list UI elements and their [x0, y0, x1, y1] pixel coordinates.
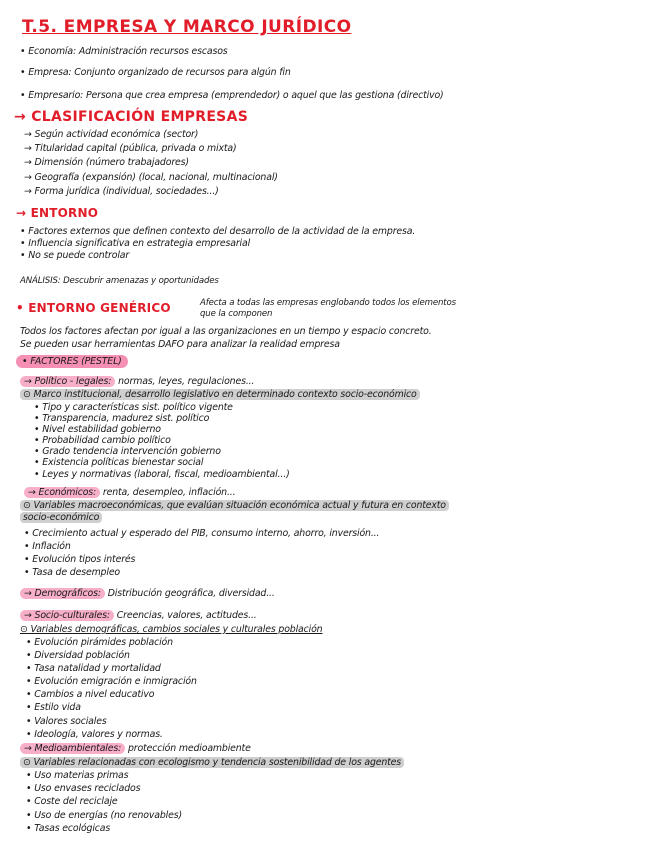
- medioambiental-label: → Medioambientales:: [20, 743, 125, 754]
- politico-marco: [20, 389, 420, 401]
- medioambiental-text: protección medioambiente: [127, 743, 251, 754]
- list-item: → Geografía (expansión) (local, nacional, multinacional): [24, 172, 278, 183]
- factores-label: • FACTORES (PESTEL): [16, 355, 128, 368]
- list-item: • Crecimiento actual y esperado del PIB, consumo interno, ahorro, inversión...: [24, 528, 380, 539]
- side-note: que la componen: [200, 309, 273, 319]
- side-note: Afecta a todas las empresas englobando todos los elementos: [200, 298, 456, 308]
- section-heading-generico: • ENTORNO GENÉRICO: [16, 301, 171, 315]
- socio-line: [20, 610, 257, 622]
- section-heading-entorno: → ENTORNO: [16, 206, 99, 220]
- list-item: • Cambios a nivel educativo: [26, 689, 155, 700]
- economico-text: renta, desempleo, inflación...: [102, 487, 236, 498]
- list-item: • Coste del reciclaje: [26, 796, 118, 807]
- section-heading-clasificacion: → CLASIFICACIÓN EMPRESAS: [14, 109, 249, 125]
- economico-variables: [20, 512, 102, 524]
- list-item: • Factores externos que definen contexto del desarrollo de la actividad de la empresa.: [20, 226, 416, 237]
- factores-heading: [16, 356, 128, 368]
- politico-line: [20, 376, 254, 388]
- intro-line: • Empresa: Conjunto organizado de recursos para algún fin: [20, 67, 291, 78]
- list-item: • Evolución emigración e inmigración: [26, 676, 197, 687]
- variables-text: ⊙ Variables demográficas, cambios sociales y culturales población: [20, 624, 323, 635]
- list-item: • Estilo vida: [26, 702, 81, 713]
- socio-variables: [20, 624, 322, 636]
- list-item: • Nivel estabilidad gobierno: [34, 424, 161, 435]
- socio-text: Creencias, valores, actitudes...: [116, 610, 257, 621]
- list-item: • Uso materias primas: [26, 770, 129, 781]
- list-item: • Evolución pirámides población: [26, 637, 173, 648]
- intro-line: • Economía: Administración recursos escasos: [20, 46, 228, 57]
- list-item: • Existencia políticas bienestar social: [34, 457, 204, 468]
- list-item: • Uso de energías (no renovables): [26, 810, 182, 821]
- list-item: • Tasa de desempleo: [24, 567, 121, 578]
- list-item: • Transparencia, madurez sist. político: [34, 413, 210, 424]
- list-item: • Grado tendencia intervención gobierno: [34, 446, 221, 457]
- list-item: • No se puede controlar: [20, 250, 130, 261]
- variables-text: socio-económico: [20, 512, 102, 523]
- list-item: • Inflación: [24, 541, 71, 552]
- marco-text: ⊙ Marco institucional, desarrollo legislativo en determinado contexto socio-económico: [20, 389, 420, 400]
- intro-line: • Empresario: Persona que crea empresa (emprendedor) o aquel que las gestiona (directivo): [20, 90, 444, 101]
- list-item: • Uso envases reciclados: [26, 783, 141, 794]
- economico-line: [24, 487, 235, 499]
- demografico-text: Distribución geográfica, diversidad...: [107, 588, 275, 599]
- list-item: • Tasa natalidad y mortalidad: [26, 663, 161, 674]
- medioambiental-line: [20, 743, 251, 755]
- list-item: • Valores sociales: [26, 716, 107, 727]
- text-line: Se pueden usar herramientas DAFO para analizar la realidad empresa: [20, 339, 340, 350]
- list-item: • Leyes y normativas (laboral, fiscal, medioambiental...): [34, 469, 290, 480]
- list-item: • Diversidad población: [26, 650, 130, 661]
- list-item: • Tipo y características sist. político vigente: [34, 402, 233, 413]
- variables-text: ⊙ Variables macroeconómicas, que evalúan situación económica actual y futura en contexto: [20, 500, 449, 511]
- socio-label: → Socio-culturales:: [20, 610, 114, 621]
- economico-variables: [20, 500, 449, 512]
- analysis-line: ANÁLISIS: Descubrir amenazas y oportunidades: [20, 276, 219, 286]
- text-line: Todos los factores afectan por igual a las organizaciones en un tiempo y espacio concreto.: [20, 326, 432, 337]
- list-item: • Evolución tipos interés: [24, 554, 136, 565]
- medioambiental-variables: [20, 757, 404, 769]
- page-title: T.5. EMPRESA Y MARCO JURÍDICO: [22, 17, 352, 37]
- list-item: • Influencia significativa en estrategia empresarial: [20, 238, 251, 249]
- list-item: → Forma jurídica (individual, sociedades...): [24, 186, 219, 197]
- demografico-line: [20, 588, 275, 600]
- list-item: • Probabilidad cambio político: [34, 435, 171, 446]
- list-item: → Dimensión (número trabajadores): [24, 157, 189, 168]
- list-item: → Según actividad económica (sector): [24, 129, 199, 140]
- list-item: → Titularidad capital (pública, privada o mixta): [24, 143, 237, 154]
- list-item: • Ideología, valores y normas.: [26, 729, 163, 740]
- variables-text: ⊙ Variables relacionadas con ecologismo y tendencia sostenibilidad de los agentes: [20, 757, 404, 768]
- politico-label: → Político - legales:: [20, 376, 115, 387]
- economico-label: → Económicos:: [24, 487, 100, 498]
- politico-text: normas, leyes, regulaciones...: [118, 376, 255, 387]
- demografico-label: → Demográficos:: [20, 588, 105, 599]
- list-item: • Tasas ecológicas: [26, 823, 111, 834]
